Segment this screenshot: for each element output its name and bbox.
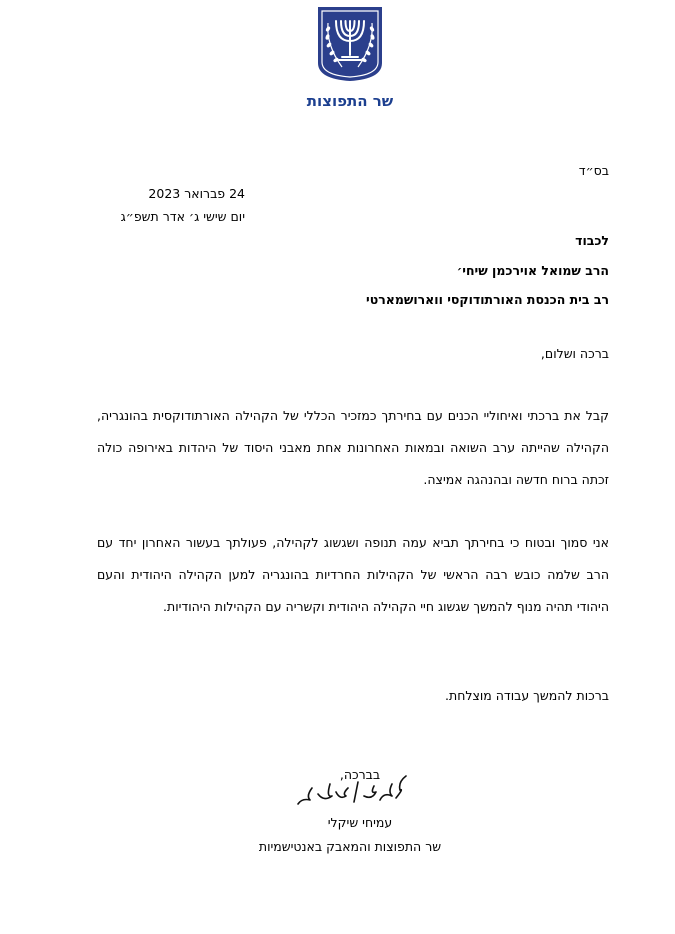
recipient-title: רב בית הכנסת האורתודוקסי ווארושמארטי bbox=[366, 292, 609, 307]
date-hebrew: יום שישי ג׳ אדר תשפ״ג bbox=[120, 209, 245, 224]
closing-wish: ברכות להמשך עבודה מוצלחת. bbox=[445, 688, 609, 703]
signatory-name: עמיחי שיקלי bbox=[327, 815, 393, 830]
date-gregorian: 24 פברואר 2023 bbox=[148, 186, 245, 201]
body-paragraph-1: קבל את ברכתי ואיחוליי הכנים עם בחירתך כמזכיר הכללי של הקהילה האורתודוקסית בהונגריה, הקהילה שהייתה ערב השואה ובמאות האחרונות אחת מאבני היסוד של היהדות באירופה כולה זכתה ברוח חדשה ובהנהגה אמיצה. bbox=[97, 408, 609, 487]
recipient-name: הרב שמואל אוירכמן שיחי׳ bbox=[456, 263, 609, 278]
menorah-emblem-icon bbox=[316, 5, 384, 83]
greeting: ברכה ושלום, bbox=[540, 346, 609, 361]
signatory-position: שר התפוצות והמאבק באנטישמיות bbox=[258, 839, 442, 854]
signature-salutation: בברכה, bbox=[339, 767, 381, 782]
bsd-mark: בס״ד bbox=[578, 163, 609, 178]
body-paragraph-2: אני סמוך ובטוח כי בחירתך תביא עמה תנופה ושגשוג לקהילה, פעולתך בעשור האחרון יחד עם הרב שלמה כובש רבה הראשי של הקהילות החרדיות בהונגריה למען הקהילה היהודית והעם היהודי תהיה מנוף להמשך שגשוג חיי הקהילה היהודית וקשריה עם הקהילות היהודיות. bbox=[97, 535, 609, 614]
handwritten-signature bbox=[288, 770, 418, 810]
recipient-honorific: לכבוד bbox=[575, 233, 609, 248]
ministry-title: שר התפוצות bbox=[306, 92, 394, 110]
